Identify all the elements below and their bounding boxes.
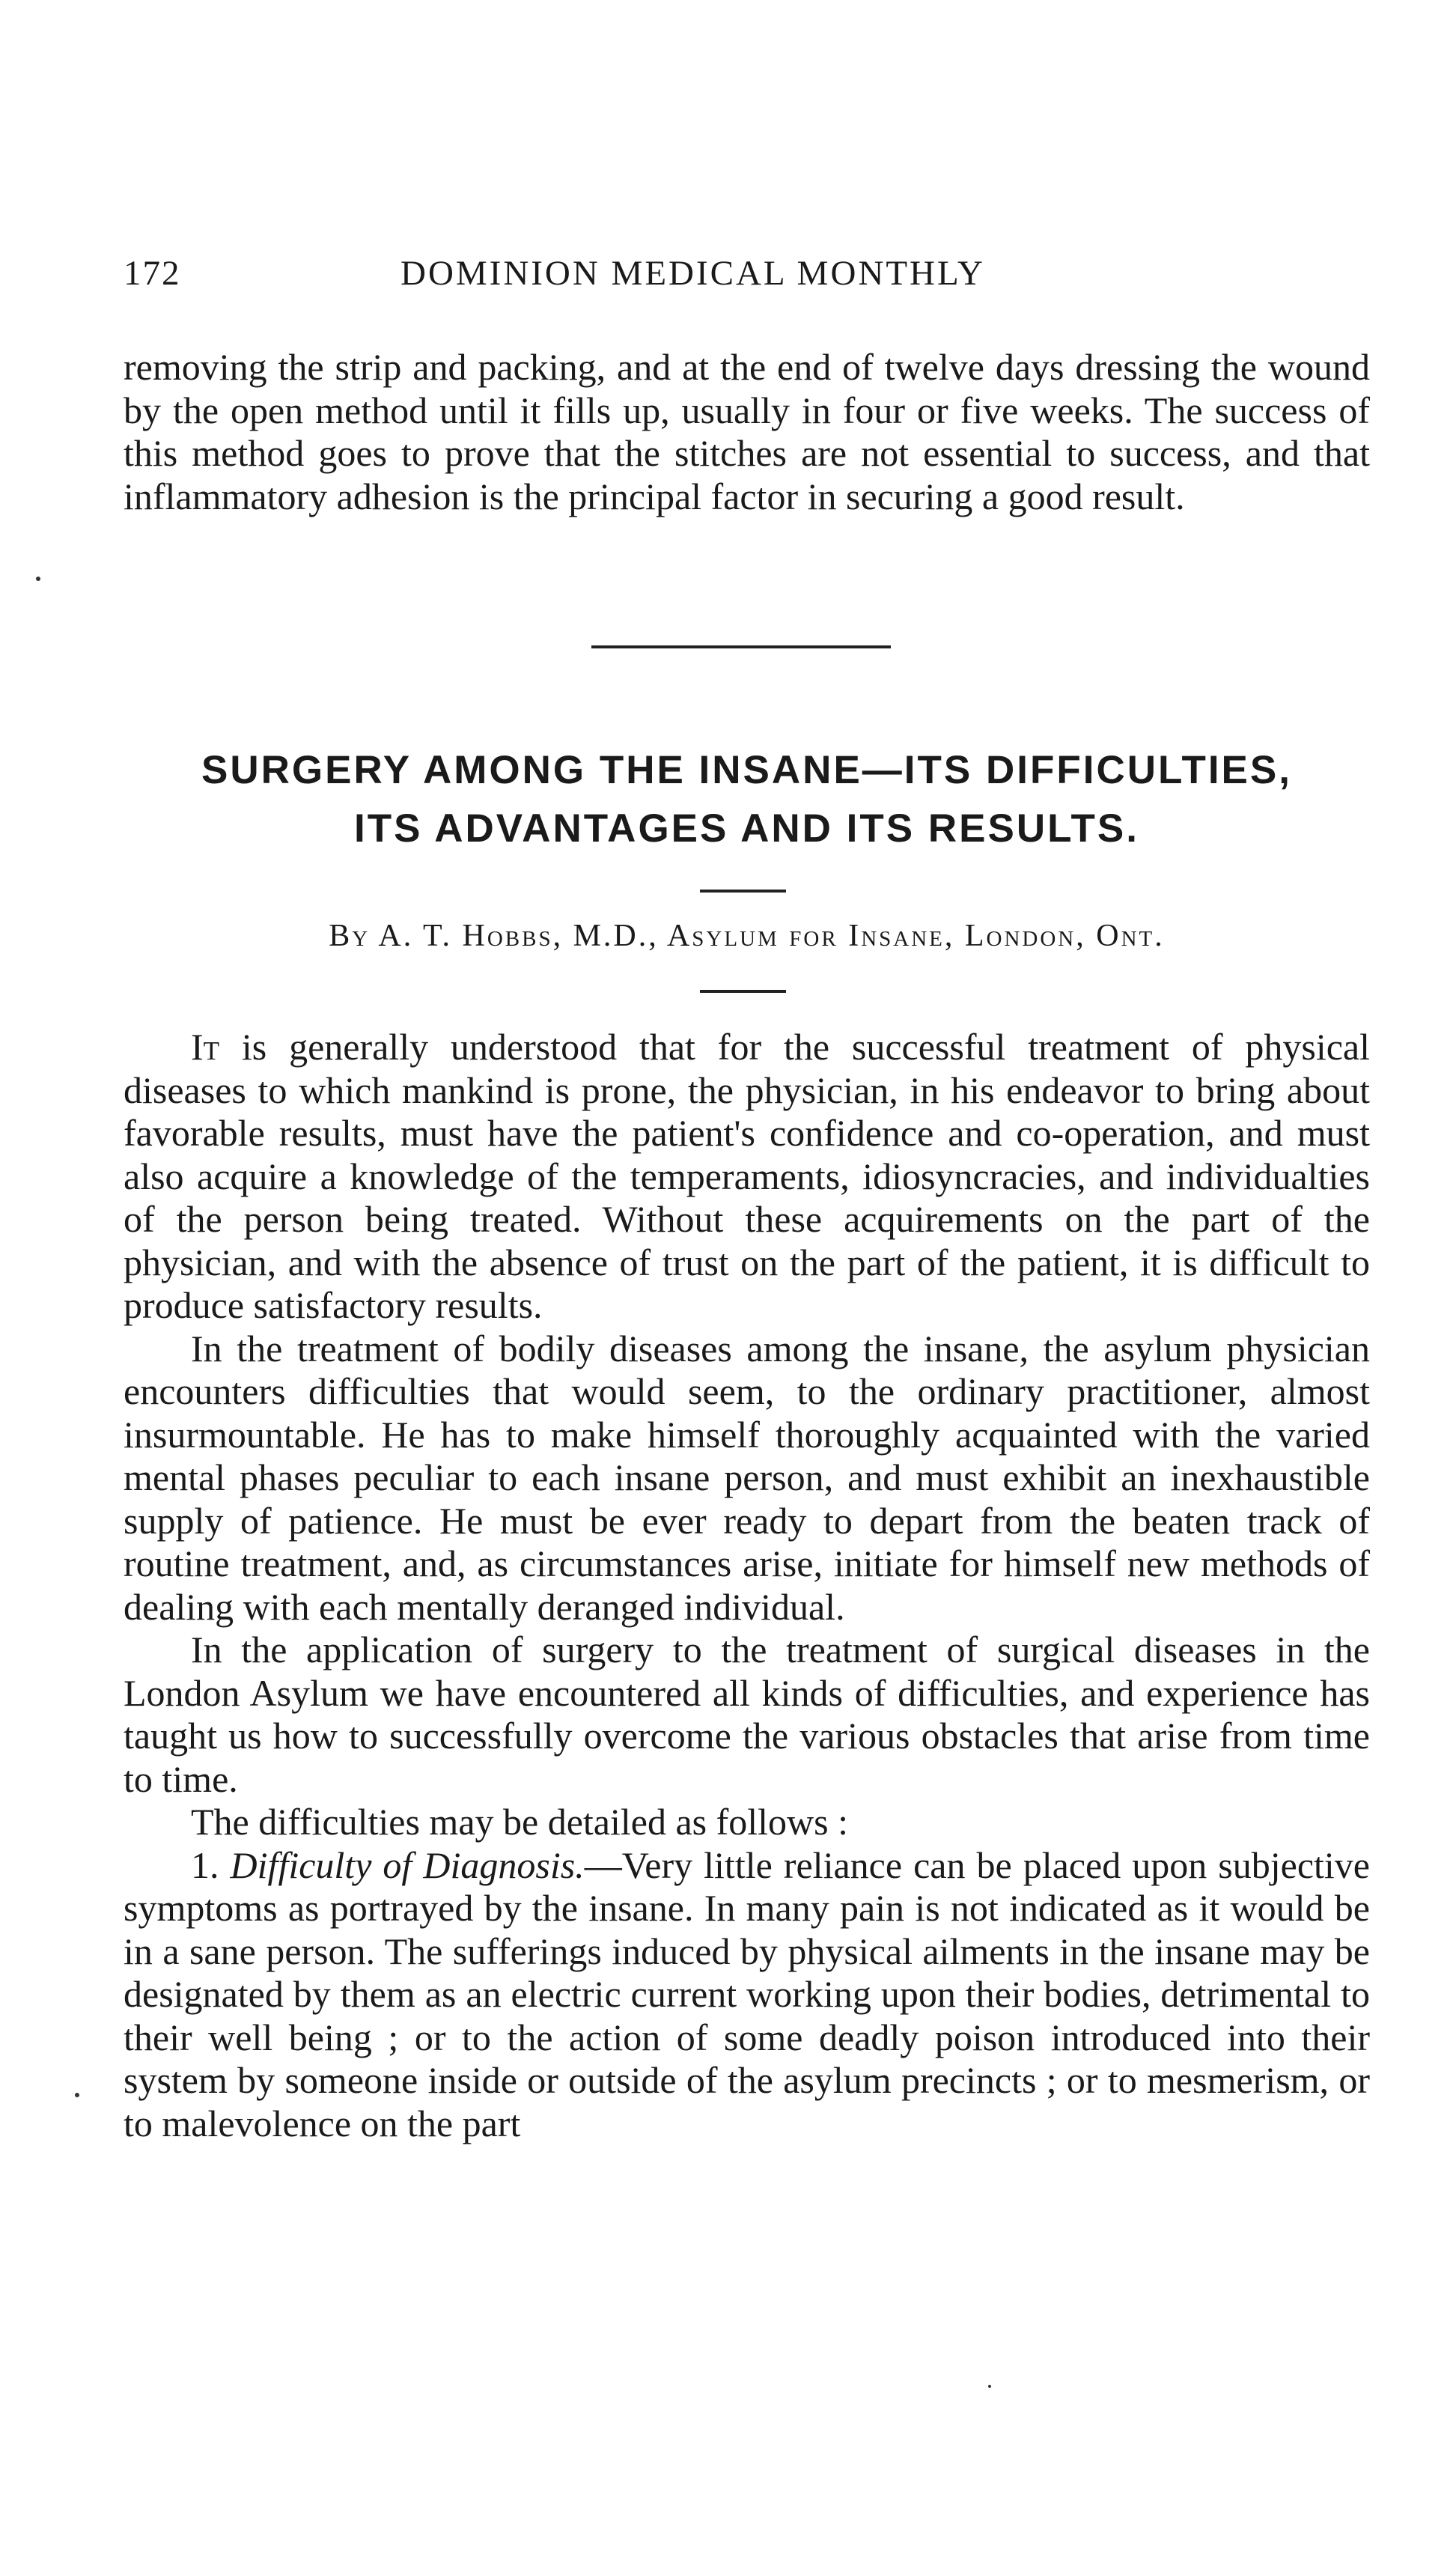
- continued-paragraph: removing the strip and packing, and at the end of twelve days dressing the wound by the open method until it fills up, usually in four or five weeks. The success of this method goes to prove that the stitches are not essential to success, and that inflammatory adhesion is the principal factor in securing a good result.: [124, 346, 1370, 517]
- subsection-heading: Difficulty of Diagnosis.: [230, 1843, 585, 1886]
- list-number: 1.: [191, 1843, 231, 1886]
- article-title: [124, 741, 1370, 858]
- paragraph-4: The difficulties may be detailed as follows :: [191, 1801, 849, 1843]
- title-underline-rule: [700, 890, 786, 893]
- article-body: [124, 1026, 1370, 2145]
- byline-underline-rule: [700, 990, 786, 993]
- paragraph-5: [124, 1844, 1370, 2146]
- paragraph-1-opening-word: It: [191, 1026, 220, 1068]
- paragraph-2: In the treatment of bodily diseases among the insane, the asylum physician encounters difficulties that would seem, to the ordinary practitioner, almost insurmountable. He has to make himself thoroughly acquainted with the varied mental phases peculiar to each insane person, and must exhibit an inexhaustible supply of patience. He must be ever ready to depart from the beaten track of routine treatment, and, as circumstances arise, initiate for himself new methods of dealing with each mentally deranged individual.: [124, 1327, 1370, 1628]
- section-divider: [591, 645, 891, 648]
- paragraph-3: In the application of surgery to the treatment of surgical diseases in the London Asylum we have encountered all kinds of difficulties, and experience has taught us how to successfully overcome the various obstacles that arise from time to time.: [124, 1629, 1370, 1800]
- article-byline: By A. T. Hobbs, M.D., Asylum for Insane, London, Ont.: [329, 919, 1165, 953]
- paragraph-5-text: —Very little reliance can be placed upon subjective symptoms as portrayed by the insane. In many pain is not indicated as it would be in a sane person. The sufferings induced by physical ailments in the insane may be designated by them as an electric current working upon their bodies, detrimental to their well being ; or to the action of some deadly poison introduced into their system by someone inside or outside of the asylum precincts ; or to mesmerism, or to malevolence on the part: [124, 1843, 1371, 2144]
- print-speck: [36, 577, 40, 581]
- page-number: 172: [124, 254, 181, 293]
- paragraph-1: [124, 1026, 1370, 1328]
- paragraph-1-text: is generally understood that for the successful treatment of physical diseases to which mankind is prone, the physician, in his endeavor to bring about favorable results, must have the patient's confidence and co-operation, and must also acquire a knowledge of the temperaments, idiosyncracies, and individualties of the person being treated. Without these acquirements on the part of the physician, and with the absence of trust on the part of the patient, it is difficult to produce satisfactory results.: [124, 1026, 1370, 1326]
- journal-title: DOMINION MEDICAL MONTHLY: [400, 254, 985, 293]
- running-head: [124, 253, 1366, 298]
- print-speck: [988, 2385, 991, 2388]
- article-title-line-1: SURGERY AMONG THE INSANE—ITS DIFFICULTIES,: [201, 748, 1292, 792]
- continued-section: [124, 346, 1370, 518]
- article-title-line-2: ITS ADVANTAGES AND ITS RESULTS.: [354, 806, 1139, 851]
- print-speck: [75, 2093, 79, 2097]
